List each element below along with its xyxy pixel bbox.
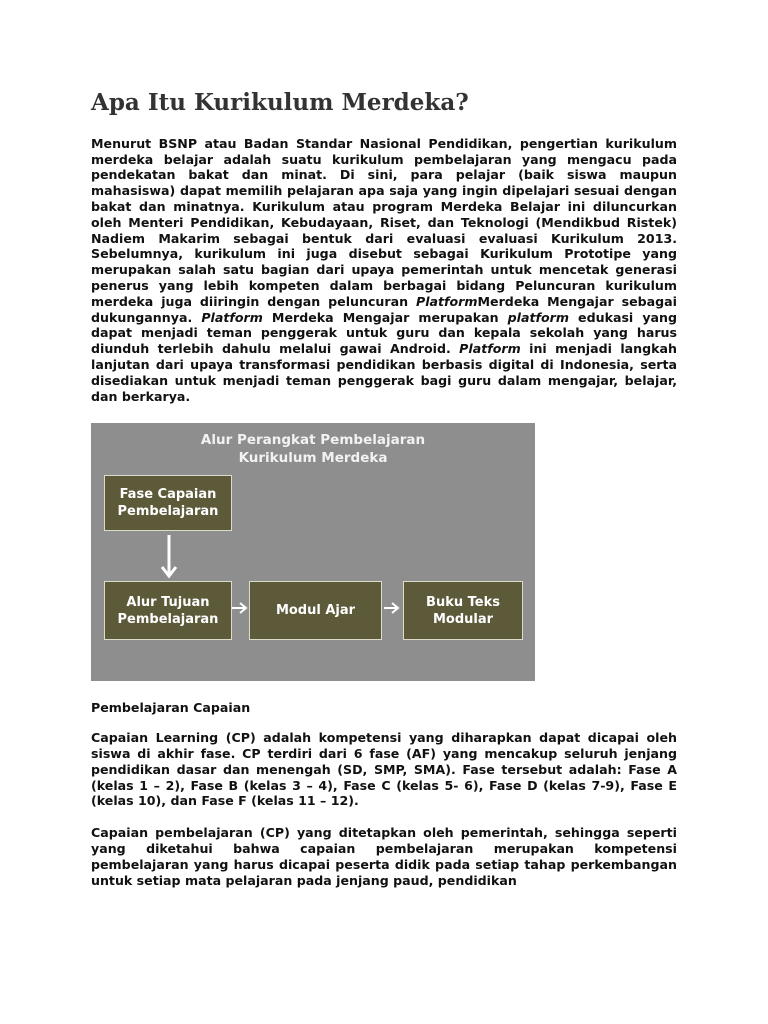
intro-italic-3: platform <box>507 309 569 325</box>
intro-text-4: edukasi yang dapat menjadi teman penggerak untuk guru dan kepala sekolah yang harus diunduh terlebih dahulu melalui gawai Android. <box>91 309 678 357</box>
box-alur-tujuan-label: Alur Tujuan Pembelajaran <box>117 594 219 627</box>
figure-title-line-1: Alur Perangkat Pembelajaran <box>200 432 426 449</box>
intro-text-2: Merdeka Mengajar sebagai dukungannya. <box>91 293 677 325</box>
figure-title-line-2: Kurikulum Merdeka <box>238 450 388 467</box>
arrow-down-icon <box>159 531 179 581</box>
paragraph-capaian-pembelajaran: Capaian pembelajaran (CP) yang ditetapkan oleh pemerintah, sehingga seperti yang diketahui bahwa capaian pembelajaran merupakan kompetensi pembelajaran yang harus dicapai peserta didik pada setiap tahap perkembangan untuk setiap mata pelajaran pada jenjang paud, pendidikan <box>91 825 677 888</box>
intro-italic-2: Platform <box>201 309 263 325</box>
arrow-right-icon <box>231 601 249 615</box>
flow-diagram-figure <box>91 423 535 681</box>
intro-italic-1: Platform <box>415 293 478 309</box>
document-body <box>91 88 677 888</box>
box-buku-teks-label: Buku Teks Modular <box>426 594 500 627</box>
section-title: Pembelajaran Capaian <box>91 700 251 716</box>
page-title: Apa Itu Kurikulum Merdeka? <box>91 89 469 116</box>
figure-title <box>91 431 535 467</box>
box-alur-tujuan <box>104 581 232 640</box>
paragraph-capaian-learning: Capaian Learning (CP) adalah kompetensi yang diharapkan dapat dicapai oleh siswa di akhir fase. CP terdiri dari 6 fase (AF) yang mencakup seluruh jenjang pendidikan dasar dan menengah (SD, SMP, SMA). Fase tersebut adalah: Fase A (kelas 1 – 2), Fase B (kelas 3 – 4), Fase C (kelas 5- 6), Fase D (kelas 7-9), Fase E (kelas 10), dan Fase F (kelas 11 – 12). <box>91 730 677 809</box>
arrow-right-icon <box>383 601 401 615</box>
box-modul-ajar <box>249 581 382 640</box>
box-fase-capaian <box>104 475 232 531</box>
intro-text-1: Menurut BSNP atau Badan Standar Nasional Pendidikan, pengertian kurikulum merdeka belajar adalah suatu kurikulum pembelajaran yang mengacu pada pendekatan bakat dan minat. Di sini, para pelajar (baik siswa maupun mahasiswa) dapat memilih pelajaran apa saja yang ingin dipelajari sesuai dengan bakat dan minatnya. Kurikulum atau program Merdeka Belajar ini diluncurkan oleh Menteri Pendidikan, Kebudayaan, Riset, dan Teknologi (Mendikbud Ristek) Nadiem Makarim sebagai bentuk dari evaluasi evaluasi Kurikulum 2013. Sebelumnya, kurikulum ini juga disebut sebagai Kurikulum Prototipe yang merupakan salah satu bagian dari upaya pemerintah untuk mencetak generasi penerus yang lebih kompeten dalam berbagai bidang Peluncuran kurikulum merdeka juga diiringin dengan peluncuran <box>91 135 677 309</box>
intro-paragraph <box>91 136 677 405</box>
intro-text-3: Merdeka Mengajar merupakan <box>262 309 508 325</box>
intro-text-5: ini menjadi langkah lanjutan dari upaya transformasi pendidikan berbasis digital di Indonesia, serta disediakan untuk menjadi teman penggerak bagi guru dalam mengajar, belajar, dan berkarya. <box>91 341 677 404</box>
intro-italic-4: Platform <box>459 341 521 357</box>
box-modul-ajar-label: Modul Ajar <box>275 603 356 619</box>
box-buku-teks <box>403 581 523 640</box>
box-fase-capaian-label: Fase Capaian Pembelajaran <box>117 487 219 520</box>
